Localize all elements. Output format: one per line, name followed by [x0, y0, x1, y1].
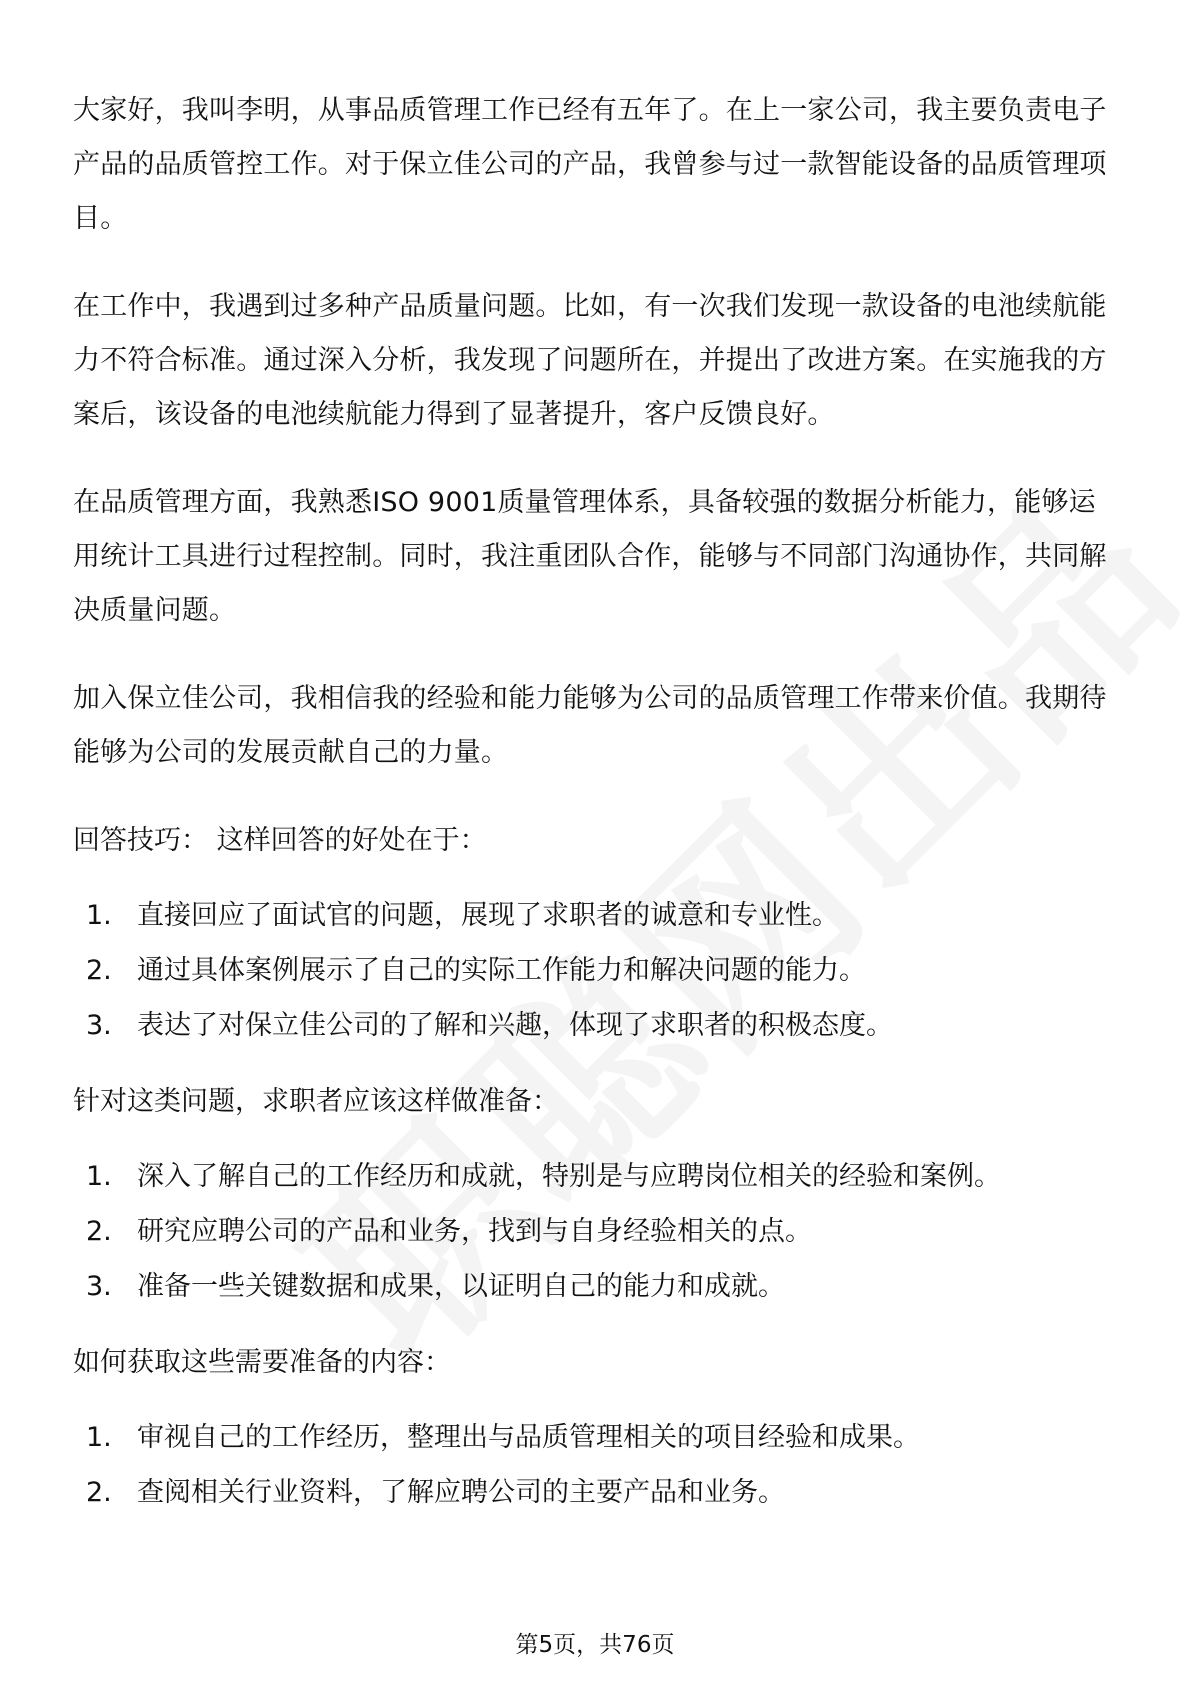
tips-list: [73, 901, 1123, 1041]
prep-heading: 针对这类问题，求职者应该这样做准备：: [73, 1086, 559, 1117]
list-item: [86, 1423, 1136, 1453]
list-item: [86, 1011, 1136, 1041]
list-number: 3.: [86, 1271, 112, 1302]
list-number: 2.: [86, 955, 112, 986]
list-text: 查阅相关行业资料，了解应聘公司的主要产品和业务。: [137, 1477, 785, 1508]
list-number: 1.: [86, 1422, 112, 1453]
list-item: [86, 1478, 1136, 1508]
list-number: 2.: [86, 1477, 112, 1508]
list-item: [86, 956, 1136, 986]
list-number: 3.: [86, 1010, 112, 1041]
list-text: 深入了解自己的工作经历和成就，特别是与应聘岗位相关的经验和案例。: [137, 1161, 1001, 1192]
list-text: 通过具体案例展示了自己的实际工作能力和解决问题的能力。: [137, 955, 866, 986]
list-item: [86, 1272, 1136, 1302]
list-number: 1.: [86, 900, 112, 931]
obtain-heading: 如何获取这些需要准备的内容：: [73, 1347, 451, 1378]
list-text: 审视自己的工作经历，整理出与品质管理相关的项目经验和成果。: [137, 1422, 920, 1453]
document-body: [73, 84, 1123, 1542]
list-item: [86, 901, 1136, 931]
list-item: [86, 1162, 1136, 1192]
list-text: 直接回应了面试官的问题，展现了求职者的诚意和专业性。: [137, 900, 839, 931]
prep-list: [73, 1162, 1123, 1302]
list-item: [86, 1217, 1136, 1247]
list-number: 2.: [86, 1216, 112, 1247]
intro-paragraph: 大家好，我叫李明，从事品质管理工作已经有五年了。在上一家公司，我主要负责电子产品的品质管控工作。对于保立佳公司的产品，我曾参与过一款智能设备的品质管理项目。: [73, 95, 1107, 234]
list-number: 1.: [86, 1161, 112, 1192]
closing-paragraph: 加入保立佳公司，我相信我的经验和能力能够为公司的品质管理工作带来价值。我期待能够为公司的发展贡献自己的力量。: [73, 683, 1107, 768]
list-text: 研究应聘公司的产品和业务，找到与自身经验相关的点。: [137, 1216, 812, 1247]
tips-heading: 回答技巧： 这样回答的好处在于：: [73, 825, 487, 856]
experience-paragraph: 在工作中，我遇到过多种产品质量问题。比如，有一次我们发现一款设备的电池续航能力不符合标准。通过深入分析，我发现了问题所在，并提出了改进方案。在实施我的方案后，该设备的电池续航能力得到了显著提升，客户反馈良好。: [73, 291, 1107, 430]
skills-paragraph: 在品质管理方面，我熟悉ISO 9001质量管理体系，具备较强的数据分析能力，能够运用统计工具进行过程控制。同时，我注重团队合作，能够与不同部门沟通协作，共同解决质量问题。: [73, 487, 1107, 626]
list-text: 准备一些关键数据和成果，以证明自己的能力和成就。: [137, 1271, 785, 1302]
obtain-list: [73, 1423, 1123, 1508]
page-footer: 第5页，共76页: [515, 1632, 675, 1658]
list-text: 表达了对保立佳公司的了解和兴趣，体现了求职者的积极态度。: [137, 1010, 893, 1041]
